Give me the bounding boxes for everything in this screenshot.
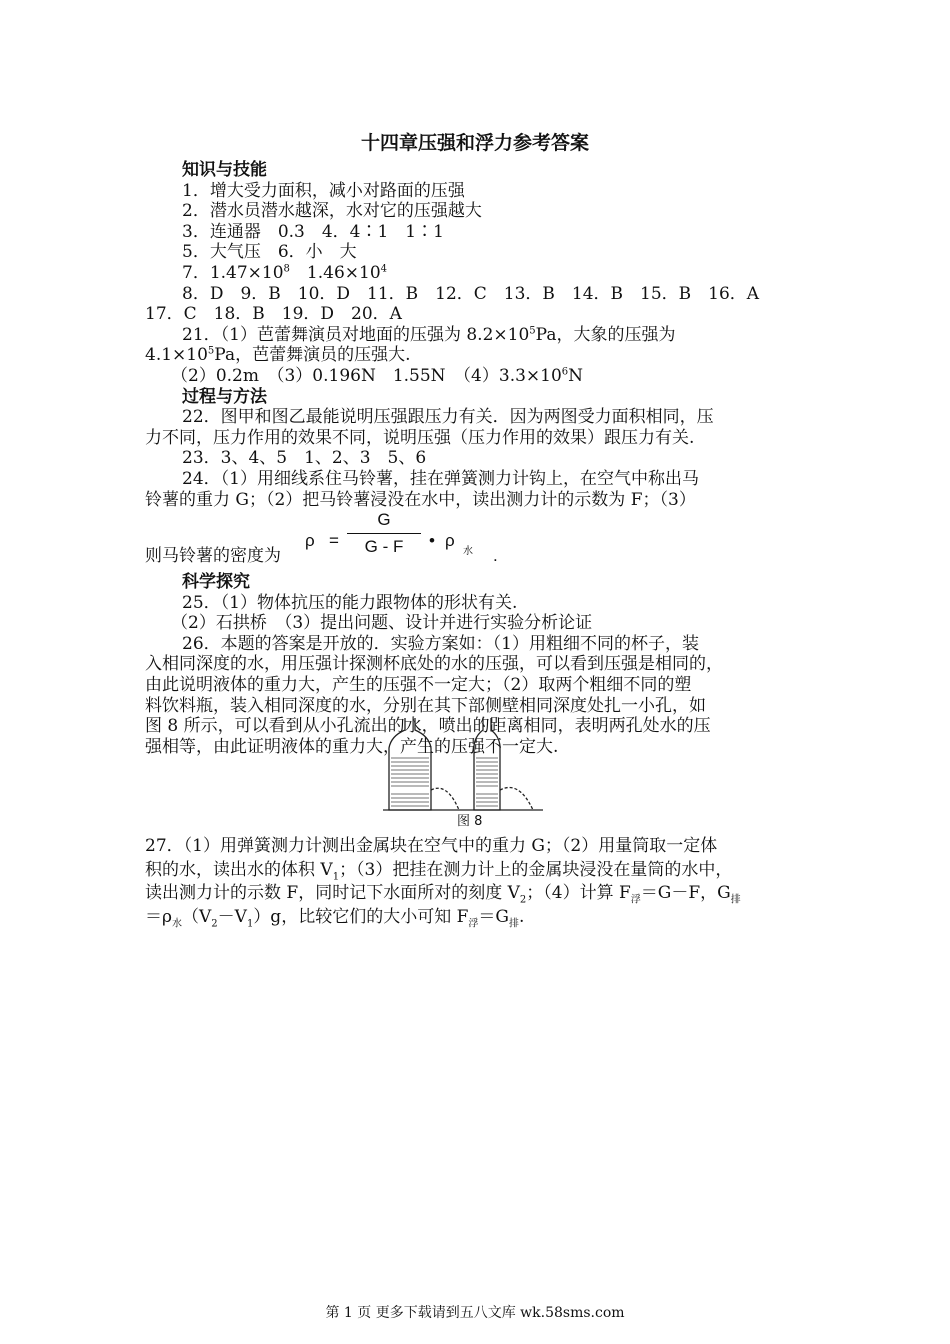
answer-27-part: ＝ρ — [145, 906, 172, 927]
answer-26-cont: 强相等，由此证明液体的重力大，产生的压强不一定大. — [145, 736, 559, 757]
answer-27-part: （V — [182, 906, 212, 927]
answer-21-part: Pa，芭蕾舞演员的压强大. — [214, 345, 411, 366]
answer-27-part: . — [519, 906, 525, 927]
answer-27-part: ＝G－F，G — [640, 883, 731, 903]
answer-27-part: 积的水，读出水的体积 V — [145, 859, 333, 880]
subscript: 2 — [211, 917, 218, 929]
section-heading-process: 过程与方法 — [182, 386, 267, 407]
exponent: 6 — [561, 366, 569, 378]
answer-5: 5．大气压 6．小 大 — [182, 242, 357, 263]
answer-27-part: －V — [217, 906, 247, 927]
answer-27-part: ；（4）计算 F — [526, 883, 631, 903]
section-heading-science: 科学探究 — [182, 572, 250, 593]
figure-caption: 图 8 — [457, 814, 483, 829]
subscript: 1 — [332, 870, 340, 882]
answer-21-part: N — [568, 365, 584, 386]
page-footer: 第 1 页 更多下载请到五八文库 wk.58sms.com — [325, 1305, 625, 1321]
formula-rho: ρ — [305, 531, 315, 551]
formula-equals: = — [329, 531, 339, 551]
answer-7-part: 1.46×10 — [289, 262, 381, 283]
subscript: 1 — [246, 917, 254, 929]
formula-period: . — [493, 546, 498, 566]
answer-27: 27．（1）用弹簧测力计测出金属块在空气中的重力 G；（2）用量筒取一定体 — [145, 836, 718, 856]
subscript: 浮 — [468, 917, 479, 929]
answer-25: 25．（1）物体抗压的能力跟物体的形状有关. — [182, 592, 518, 613]
answer-24-cont: 铃薯的重力 G；（2）把马铃薯浸没在水中，读出测力计的示数为 F；（3） — [145, 489, 696, 510]
formula-denominator: G - F — [364, 537, 404, 557]
formula-water-subscript: 水 — [463, 546, 473, 558]
answer-8: 8．D 9．B 10．D 11．B 12．C 13．B 14．B 15．B 16．A — [182, 283, 760, 304]
answer-27-block — [145, 835, 825, 929]
answer-27-part: ）g，比较它们的大小可知 F — [253, 906, 469, 927]
answer-24: 24．（1）用细线系住马铃薯，挂在弹簧测力计钩上，在空气中称出马 — [182, 468, 699, 489]
answer-body — [145, 160, 785, 757]
section-heading-knowledge: 知识与技能 — [182, 160, 267, 180]
subscript: 排 — [509, 917, 519, 929]
answer-27-cont — [145, 859, 825, 883]
subscript: 排 — [730, 894, 741, 906]
answer-27-cont — [145, 882, 825, 906]
answer-27-part: ；（3）把挂在测力计上的金属块浸没在量筒的水中， — [339, 859, 733, 880]
answer-3: 3．连通器 0.3 4．4∶1 1∶1 — [182, 221, 444, 242]
exponent: 5 — [529, 325, 536, 337]
answer-21-cont — [145, 345, 785, 366]
answer-26-cont: 由此说明液体的重力大，产生的压强不一定大；（2）取两个粗细不同的塑 — [145, 675, 692, 696]
answer-17: 17．C 18．B 19．D 20．A — [145, 304, 402, 325]
fraction-bar — [347, 533, 421, 534]
answer-26: 26．本题的答案是开放的．实验方案如：（1）用粗细不同的杯子，装 — [182, 633, 699, 654]
answer-21-sub — [145, 366, 785, 387]
answer-26-cont: 入相同深度的水，用压强计探测杯底处的水的压强，可以看到压强是相同的， — [145, 654, 723, 675]
answer-24-label: 则马铃薯的密度为 — [145, 545, 281, 566]
answer-7-part: 7．1.47×10 — [182, 262, 284, 283]
answer-21-part: （2）0.2m （3）0.196N 1.55N （4）3.3×10 — [171, 365, 562, 386]
subscript: 浮 — [630, 894, 641, 906]
answer-22: 22．图甲和图乙最能说明压强跟压力有关．因为两图受力面积相同，压 — [182, 407, 714, 428]
answer-21 — [145, 325, 785, 346]
answer-22-cont: 力不同，压力作用的效果不同，说明压强（压力作用的效果）跟压力有关. — [145, 427, 695, 448]
answer-21-part: 4.1×10 — [145, 345, 208, 366]
answer-23: 23．3、4、5 1、2、3 5、6 — [182, 448, 427, 469]
formula-numerator: G — [377, 510, 391, 530]
exponent: 5 — [207, 345, 215, 357]
page-title: 十四章压强和浮力参考答案 — [360, 132, 589, 154]
exponent: 4 — [380, 263, 388, 275]
answer-21-part: 21．（1）芭蕾舞演员对地面的压强为 8.2×10 — [182, 324, 530, 345]
answer-21-part: Pa，大象的压强为 — [535, 324, 676, 345]
subscript: 2 — [519, 894, 527, 906]
formula-dot: • — [429, 531, 435, 551]
answer-27-part: ＝G — [478, 906, 509, 927]
answer-27-cont — [145, 906, 825, 930]
formula-rho-water: ρ — [445, 531, 455, 551]
answer-26-cont: 料饮料瓶，装入相同深度的水，分别在其下部侧壁相同深度处扎一小孔，如 — [145, 695, 706, 716]
subscript: 水 — [172, 917, 182, 929]
answer-7 — [145, 263, 785, 284]
answer-1: 1．增大受力面积，减小对路面的压强 — [182, 180, 465, 201]
density-formula-row — [145, 510, 785, 572]
exponent: 8 — [283, 263, 290, 275]
answer-27-part: 读出测力计的示数 F，同时记下水面所对的刻度 V — [145, 883, 520, 903]
answer-26-cont: 图 8 所示，可以看到从小孔流出的水，喷出的距离相同，表明两孔处水的压 — [145, 716, 711, 737]
answer-2: 2．潜水员潜水越深，水对它的压强越大 — [182, 201, 482, 222]
answer-25-sub: （2）石拱桥 （3）提出问题、设计并进行实验分析论证 — [171, 613, 593, 634]
